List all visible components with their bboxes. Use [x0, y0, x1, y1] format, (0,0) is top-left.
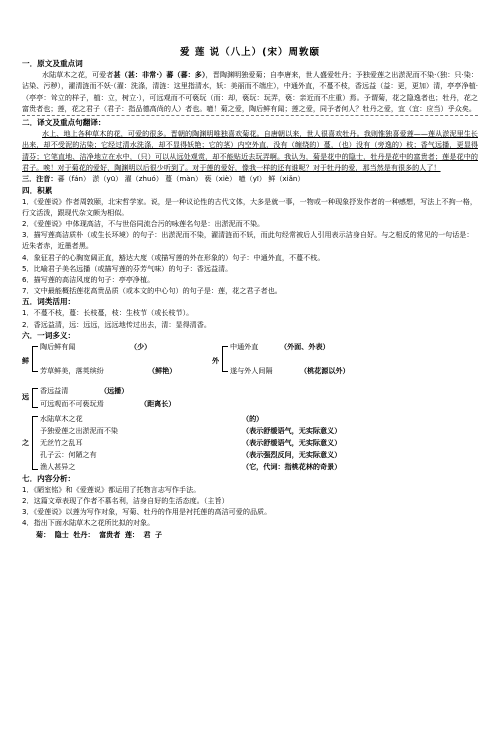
original-text [22, 69, 478, 114]
section-1-heading: 一．原文及重点词 [22, 59, 83, 68]
list-item: 7．文中最能概括莲花高贵品质（或本文的中心句）的句子是：莲，花之君子者也。 [22, 286, 282, 296]
meaning: （鲜艳） [148, 365, 177, 375]
list-item: 1．《陋室铭》和《爱莲说》都运用了托物言志写作手法。 [22, 484, 201, 494]
example: 可远观而不可亵玩焉 [40, 398, 104, 408]
list-item: 5．比喻君子美名远播（或描写莲的芬芳气味）的句子：香远益清。 [22, 263, 233, 273]
example: 予独爱莲之出淤泥而不染 [40, 425, 119, 435]
example: 中通外直 [230, 341, 259, 351]
example: 陶后鲜有闻 [40, 341, 76, 351]
accumulate-list [22, 196, 478, 297]
polysemy-char: 远 [22, 391, 30, 401]
section-6-heading: 六．一词多义： [22, 330, 76, 340]
list-item: 2．香远益清，远：远远，远远地传过出去，清：显得清香。 [22, 319, 211, 329]
meaning: （它，代词：指桃花林的奇景） [242, 461, 342, 471]
answer-line: 菊： 隐士 牡丹： 富贵者 莲： 君 子 [36, 529, 163, 539]
example: 芳草鲜美，落英缤纷 [40, 365, 104, 375]
meaning: （表示强烈反问，无实际意义） [242, 449, 342, 459]
polysemy-zhi [22, 413, 478, 473]
meaning: （距离长） [140, 398, 176, 408]
divider [22, 115, 478, 116]
original-text-run: 水陆草木之花，可爱者 [42, 70, 114, 79]
polysemy-yuan [22, 385, 478, 413]
list-item: 2．这篇文章表现了作者不慕名利，洁身自好的生活态度。（主旨） [22, 496, 229, 506]
section-3-heading: 三．注音： [22, 174, 58, 184]
section-5-heading: 五．词类活用： [22, 297, 76, 307]
meaning: （桃花源以外） [300, 365, 350, 375]
brace [32, 346, 38, 372]
polysemy-xian-wai [22, 341, 478, 385]
meaning: （的） [242, 413, 264, 423]
list-item: 1．《爱莲说》作者周敦颐，北宋哲学家。说，是一种议论性的古代文体，大多是就一事，一物或一种现象抒发作者的一种感想，写法上不拘一格，行文活泼，跟现代杂文颇为相似。 [22, 196, 477, 217]
list-item: 2．《爱莲说》中体现高洁，不与世俗同流合污的咏莲名句是：出淤泥而不染。 [22, 218, 265, 228]
example: 香远益清 [40, 385, 69, 395]
meaning: （少） [130, 341, 152, 351]
brace [32, 416, 38, 470]
page [0, 44, 500, 751]
meaning: （外面、外表） [280, 341, 330, 351]
list-item: 4．指出下面水陆草木之花所比拟的对象。 [22, 518, 155, 528]
list-item: 4．象征君子的心胸宽阔正直，豁达大度（或描写莲的外在形象的）句子：中通外直，不蔓不枝。 [22, 252, 325, 262]
example: 孔子云：何陋之有 [40, 449, 97, 459]
list-item: 6．描写莲的高洁风度的句子：亭亭净植。 [22, 275, 155, 284]
example: 渔人甚异之 [40, 461, 76, 471]
section-4-heading: 四．积累 [22, 185, 53, 195]
meaning: （远播） [100, 385, 129, 395]
list-item: 3．《爱莲说》以莲为写作对象，写菊、牡丹的作用是衬托莲的高洁可爱的品质。 [22, 507, 272, 517]
list-item: 1．不蔓不枝，蔓：长枝蔓，枝：生枝节（或长枝节）。 [22, 308, 194, 318]
example: 水陆草木之花 [40, 413, 83, 423]
brace [222, 346, 228, 372]
brace [32, 388, 38, 408]
polysemy-char: 外 [212, 355, 220, 365]
original-text-run: ，晋陶渊明独爱菊；自李唐来，世人盛爱牡丹；予独爱莲之出淤泥而不染·（独：只·染：沾染、污秽），濯清涟而不妖·（濯：洗涤，清涟：这里指清水，妖：美丽而不端庄），中通外直，不蔓不枝，香远益（益：更，更加）清，亭亭净植·（亭亭：耸立的样子，植：立，树立·），可远观而不可亵玩（而：却，亵玩：玩弄，亵：亲近而不庄重）焉。予谓菊，花之隐逸者也；牡丹，花之富贵者也；莲，花之君子（君子：指品德高尚的人）者也。噫！菊之爱，陶后鲜有闻；莲之爱，同予者何人？牡丹之爱，宜（宜：应当）乎众矣。 [22, 70, 479, 113]
pinyin-text: 蕃（fán） 淤（yū） 濯（zhuó） 蔓（màn） 亵（xiè） 噫（yī） 鲜（xiǎn） [57, 174, 305, 184]
meaning: （表示舒缓语气，无实际意义） [242, 425, 342, 435]
section-7-heading: 七．内容分析： [22, 473, 76, 483]
meaning: （表示舒缓语气，无实际意义） [242, 437, 342, 447]
example: 无丝竹之乱耳 [40, 437, 83, 447]
original-text-run: 蕃（蕃：多） [166, 70, 206, 79]
page-title: 爱 莲 说（八上）(宋）周敦颐 [180, 47, 320, 58]
pinyin-line [22, 173, 478, 184]
section-2-heading: 二．译文及重点句翻译： [22, 118, 106, 128]
polysemy-char: 鲜 [22, 355, 30, 365]
translation-text: 水上、地上各种草木的花，可爱的很多。晋朝的陶渊明唯独喜欢菊花。自唐朝以来，世人很喜欢牡丹。我则惟独喜爱莲——莲从淤泥里生长出来，却不受泥的沾染；它经过清水洗涤，却不显得妖艳；它的茎）内空外直，没有（缠绕的）蔓，（也）没有（旁逸的）枝；香气远播，更显得清芬；它笔直地、洁净地立在水中，（只）可以从远处观赏，却不能贴近去玩弄啊。我认为，菊是花中的隐士，牡丹是花中的富贵者；莲是花中的君子。唉！对于菊花的爱好，陶渊明以后很少听到了。对于莲的爱好，像我一样的还有谁呢？对于牡丹的爱，那当然是有很多的人了！ [22, 129, 478, 173]
original-text-run: 甚（甚：非常·） [113, 70, 167, 79]
example: 遂与外人间隔 [230, 365, 273, 375]
polysemy-char: 之 [22, 437, 30, 447]
list-item: 3．描写莲高洁质朴（或生长环境）的句子：出淤泥而不染，濯清涟而不妖，而此句经常被后人引用表示洁身自好。与之相反的常见的一句话是：近朱者赤，近墨者黑。 [22, 230, 474, 251]
